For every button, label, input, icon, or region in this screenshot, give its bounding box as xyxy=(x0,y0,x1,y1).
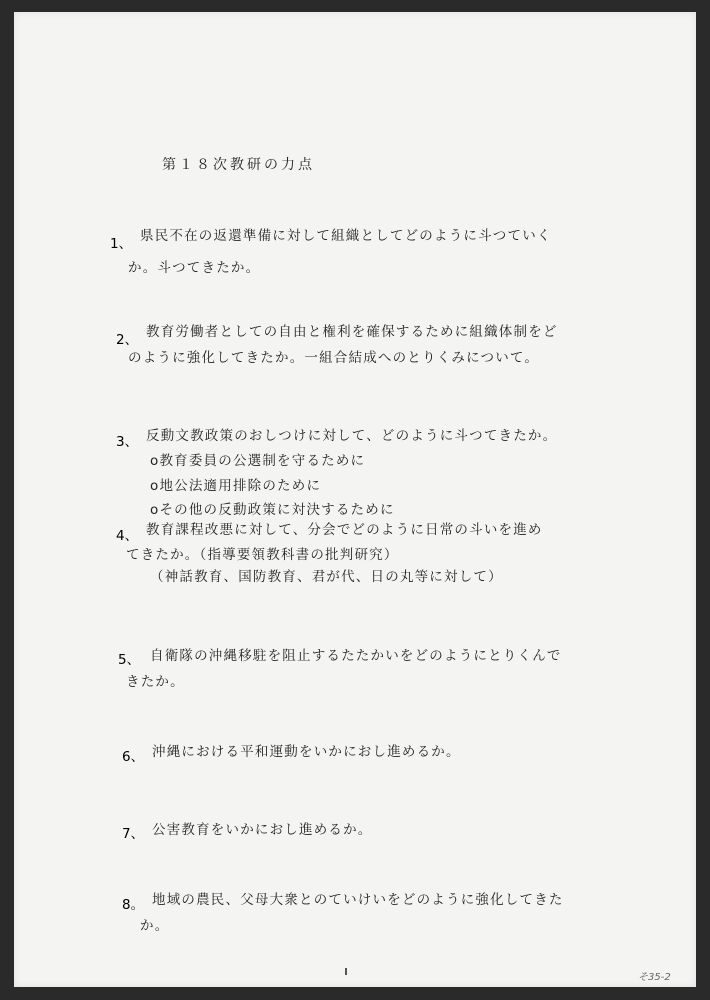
item-5-line-1: 自衛隊の沖縄移駐を阻止するたたかいをどのようにとりくんで xyxy=(150,648,562,664)
item-8-line-2: か。 xyxy=(140,918,170,934)
margin-mark xyxy=(345,968,347,975)
item-1-line-1: 県民不在の返還準備に対して組織としてどのように斗つていく xyxy=(140,228,552,244)
item-3-line-1: 反動文教政策のおしつけに対して、どのように斗つてきたか。 xyxy=(146,428,558,444)
item-2-line-1: 教育労働者としての自由と権利を確保するために組織体制をど xyxy=(146,324,558,340)
item-3-number: 3、 xyxy=(116,434,139,450)
item-4-number: 4、 xyxy=(116,528,139,544)
item-2-line-2: のように強化してきたか。一組合結成へのとりくみについて。 xyxy=(128,350,540,366)
item-5-number: 5、 xyxy=(118,652,141,668)
item-2-number: 2、 xyxy=(116,332,139,348)
item-6-line-1: 沖縄における平和運動をいかにおし進めるか。 xyxy=(152,744,461,760)
item-8-line-1: 地域の農民、父母大衆とのていけいをどのように強化してきた xyxy=(152,892,564,908)
item-1-number: 1、 xyxy=(110,236,133,252)
item-8-number: 8。 xyxy=(122,897,145,913)
item-7-number: 7、 xyxy=(122,826,145,842)
item-3-sub-3: oその他の反動政策に対決するために xyxy=(150,502,395,518)
item-1-line-2: か。斗つてきたか。 xyxy=(128,260,261,276)
item-3-sub-1: o教育委員の公選制を守るために xyxy=(150,453,366,469)
item-7-line-1: 公害教育をいかにおし進めるか。 xyxy=(152,822,373,838)
item-4-line-3: （神話教育、国防教育、君が代、日の丸等に対して） xyxy=(150,569,503,585)
archive-note: そ35-2 xyxy=(638,972,671,983)
document-title: 第１８次教研の力点 xyxy=(162,157,315,173)
item-6-number: 6、 xyxy=(122,749,145,765)
item-4-line-1: 教育課程改悪に対して、分会でどのように日常の斗いを進め xyxy=(146,522,543,538)
item-5-line-2: きたか。 xyxy=(126,674,185,690)
item-3-sub-2: o地公法適用排除のために xyxy=(150,478,322,494)
item-4-line-2: てきたか。（指導要領教科書の批判研究） xyxy=(126,547,399,563)
